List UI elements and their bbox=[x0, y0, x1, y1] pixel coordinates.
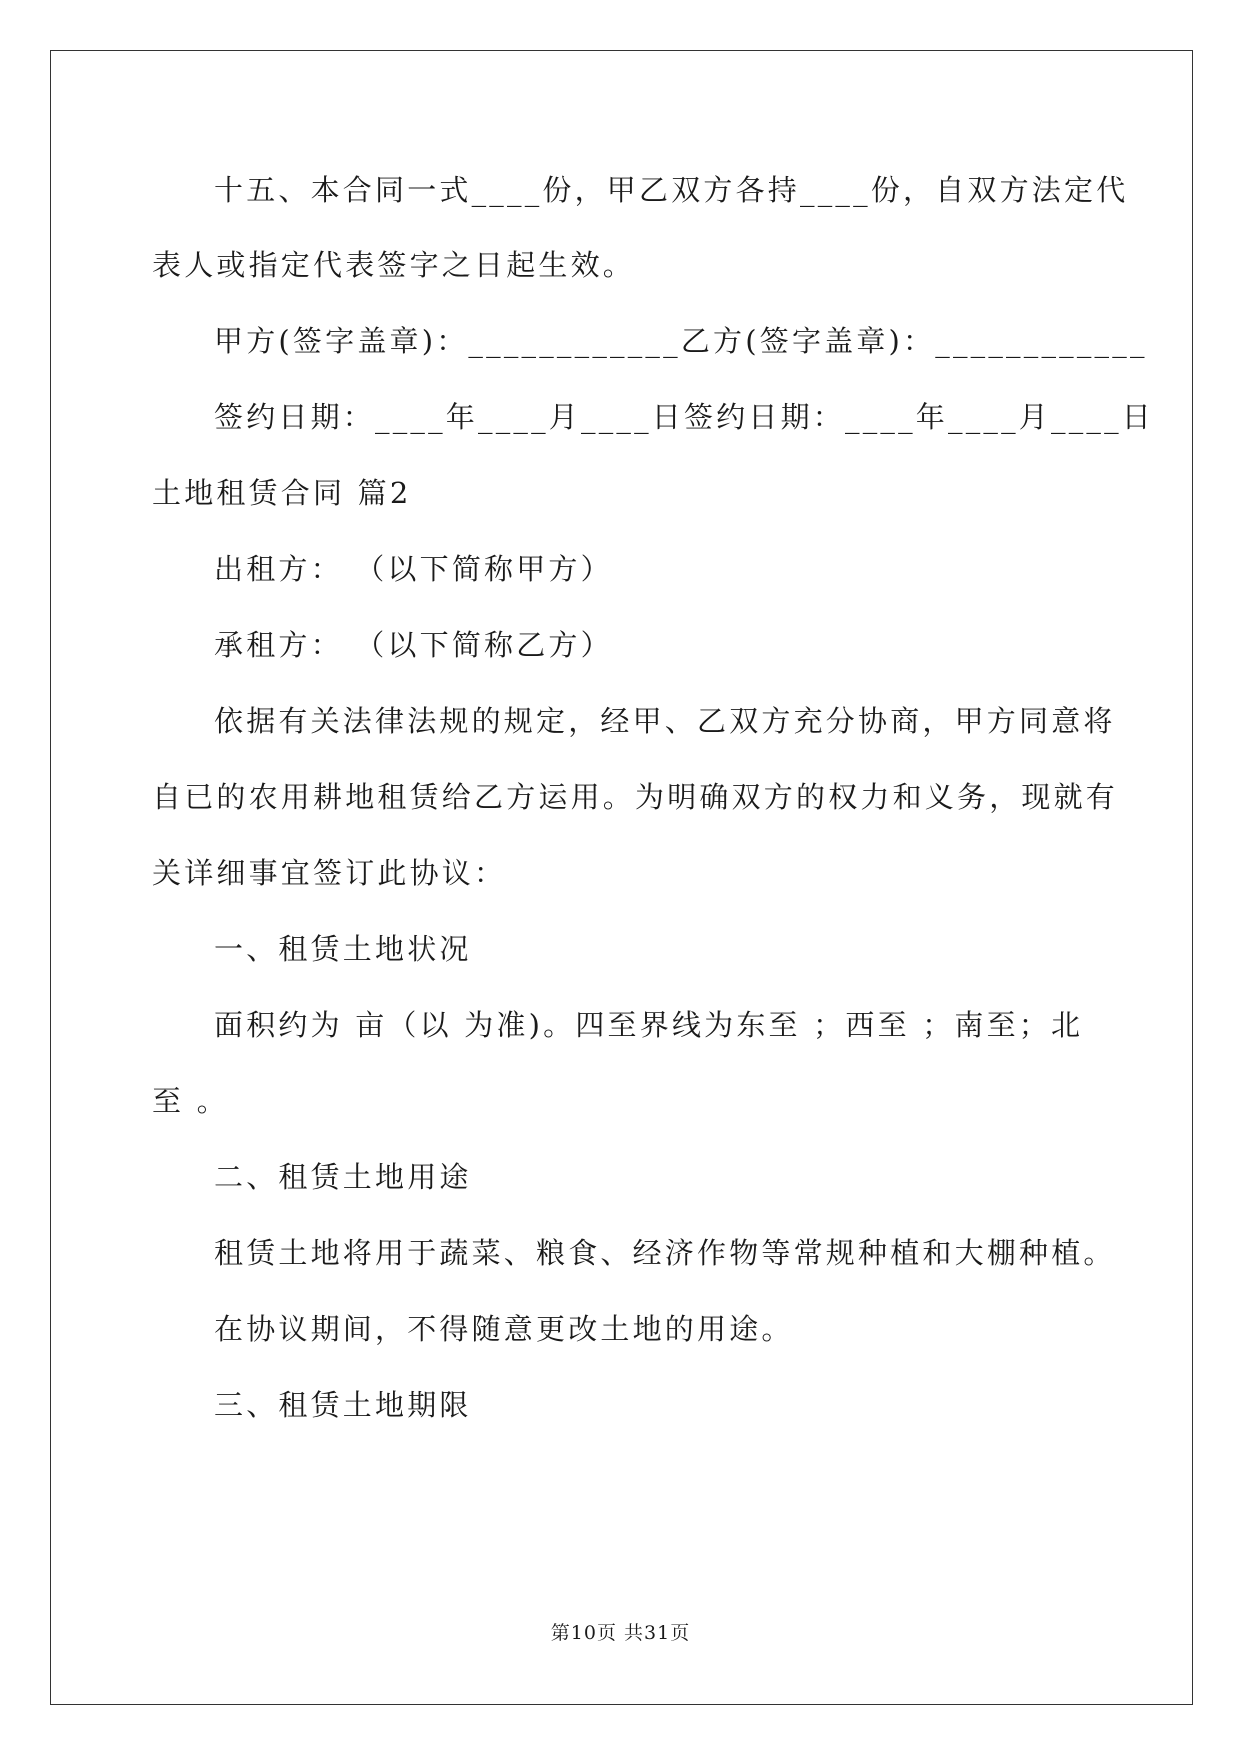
signature-line: 甲方(签字盖章)：____________乙方(签字盖章)：____________ bbox=[214, 324, 1148, 358]
clause-heading: 三、租赁土地期限 bbox=[214, 1388, 472, 1422]
clause-heading: 二、租赁土地用途 bbox=[214, 1160, 472, 1194]
paragraph-line: 依据有关法律法规的规定，经甲、乙双方充分协商，甲方同意将 bbox=[214, 704, 1116, 738]
page-number-footer: 第10页 共31页 bbox=[550, 1622, 691, 1644]
paragraph-line: 表人或指定代表签字之日起生效。 bbox=[152, 248, 636, 282]
paragraph-line: 十五、本合同一式____份，甲乙双方各持____份，自双方法定代 bbox=[214, 173, 1129, 207]
lessee-line: 承租方： （以下简称乙方） bbox=[214, 628, 613, 662]
section-title: 土地租赁合同 篇2 bbox=[152, 476, 412, 510]
paragraph-line: 关详细事宜签订此协议： bbox=[152, 856, 507, 890]
paragraph-line: 在协议期间，不得随意更改土地的用途。 bbox=[214, 1312, 794, 1346]
paragraph-line: 自已的农用耕地租赁给乙方运用。为明确双方的权力和义务，现就有 bbox=[152, 780, 1119, 814]
lessor-line: 出租方： （以下简称甲方） bbox=[214, 552, 613, 586]
paragraph-line: 面积约为 亩（以 为准)。四至界线为东至 ；西至 ；南至；北 bbox=[214, 1008, 1084, 1042]
paragraph-line: 租赁土地将用于蔬菜、粮食、经济作物等常规种植和大棚种植。 bbox=[214, 1236, 1116, 1270]
paragraph-line: 至 。 bbox=[152, 1084, 229, 1118]
clause-heading: 一、租赁土地状况 bbox=[214, 932, 472, 966]
signing-date-line: 签约日期：____年____月____日签约日期：____年____月____日 bbox=[214, 400, 1155, 434]
